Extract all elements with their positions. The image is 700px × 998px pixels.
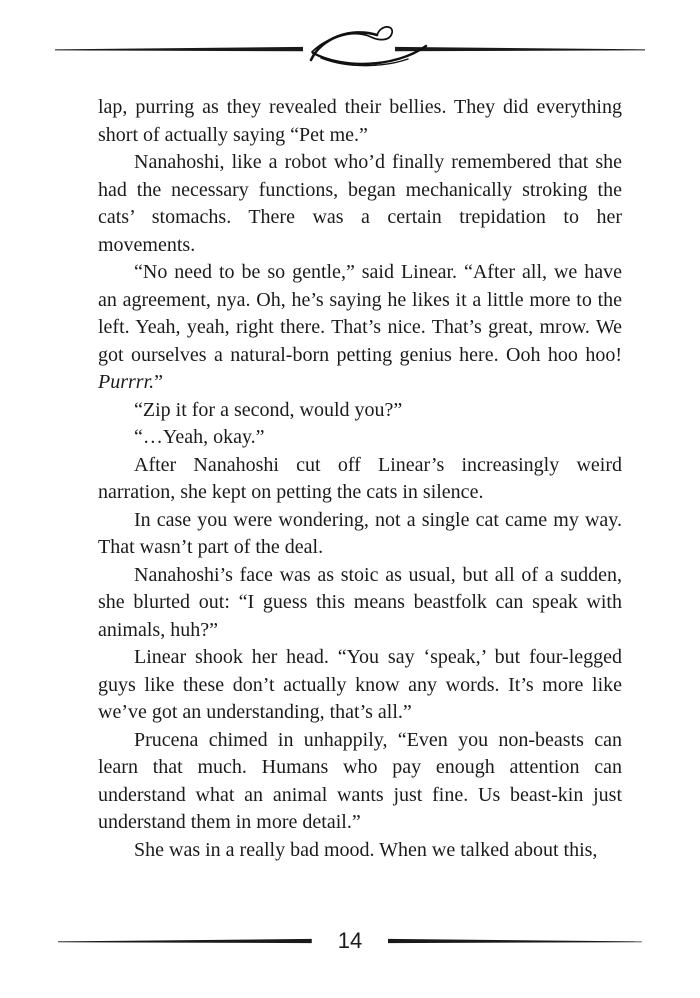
text-segment: Nanahoshi’s face was as stoic as usual, but all of a sudden, she blurted out: “I guess this means beastfolk can speak with animals, huh?”	[98, 563, 622, 641]
text-segment: Linear shook her head. “You say ‘speak,’ but four-legged guys like these don’t actually know any words. It’s more like we’ve got an understanding, that’s all.”	[98, 646, 622, 723]
tapered-rule-right-icon	[388, 937, 642, 945]
page-footer	[58, 924, 642, 958]
text-block	[98, 94, 622, 864]
text-segment: In case you were wondering, not a single cat came my way. That wasn’t part of the deal.	[98, 508, 622, 558]
italic-text-segment: Purrrr.	[98, 371, 155, 393]
text-segment: ”	[154, 371, 164, 393]
footer-rule-left	[58, 937, 312, 945]
paragraph	[98, 259, 622, 397]
text-segment: Nanahoshi, like a robot who’d finally remembered that she had the necessary functions, began mechanically stroking the cats’ stomachs. There was a certain trepidation to her movements.	[98, 151, 622, 256]
paragraph	[98, 562, 622, 645]
paragraph	[98, 397, 622, 425]
paragraph	[98, 94, 622, 149]
paragraph	[98, 149, 622, 259]
paragraph	[98, 424, 622, 452]
footer-rule-right	[388, 937, 642, 945]
text-segment: lap, purring as they revealed their bellies. They did everything short of actually saying “Pet me.”	[98, 96, 622, 146]
paragraph	[98, 507, 622, 562]
text-segment: “…Yeah, okay.”	[134, 426, 265, 448]
text-segment: “Zip it for a second, would you?”	[134, 398, 403, 421]
tapered-rule-left-icon	[58, 937, 312, 945]
text-segment: Prucena chimed in unhappily, “Even you non-beasts can learn that much. Humans who pay enough attention can understand what an animal wants just fine. Us beast-kin just understand them in more detail.”	[98, 728, 622, 833]
paragraph	[98, 837, 622, 865]
paragraph	[98, 644, 622, 727]
paragraph	[98, 452, 622, 507]
calligraphic-flourish-icon	[55, 20, 645, 80]
text-segment: “No need to be so gentle,” said Linear. “After all, we have an agreement, nya. Oh, he’s saying he likes it a little more to the left. Yeah, yeah, right there. That’s nice. That’s great, mrow. We got ourselves a natural-born petting genius here. Ooh hoo hoo!	[98, 261, 622, 366]
page-number: 14	[337, 928, 363, 953]
text-segment: After Nanahoshi cut off Linear’s increasingly weird narration, she kept on petting the cats in silence.	[98, 453, 622, 503]
top-divider	[55, 20, 645, 80]
paragraph	[98, 727, 622, 837]
text-segment: She was in a really bad mood. When we talked about this,	[134, 838, 598, 861]
